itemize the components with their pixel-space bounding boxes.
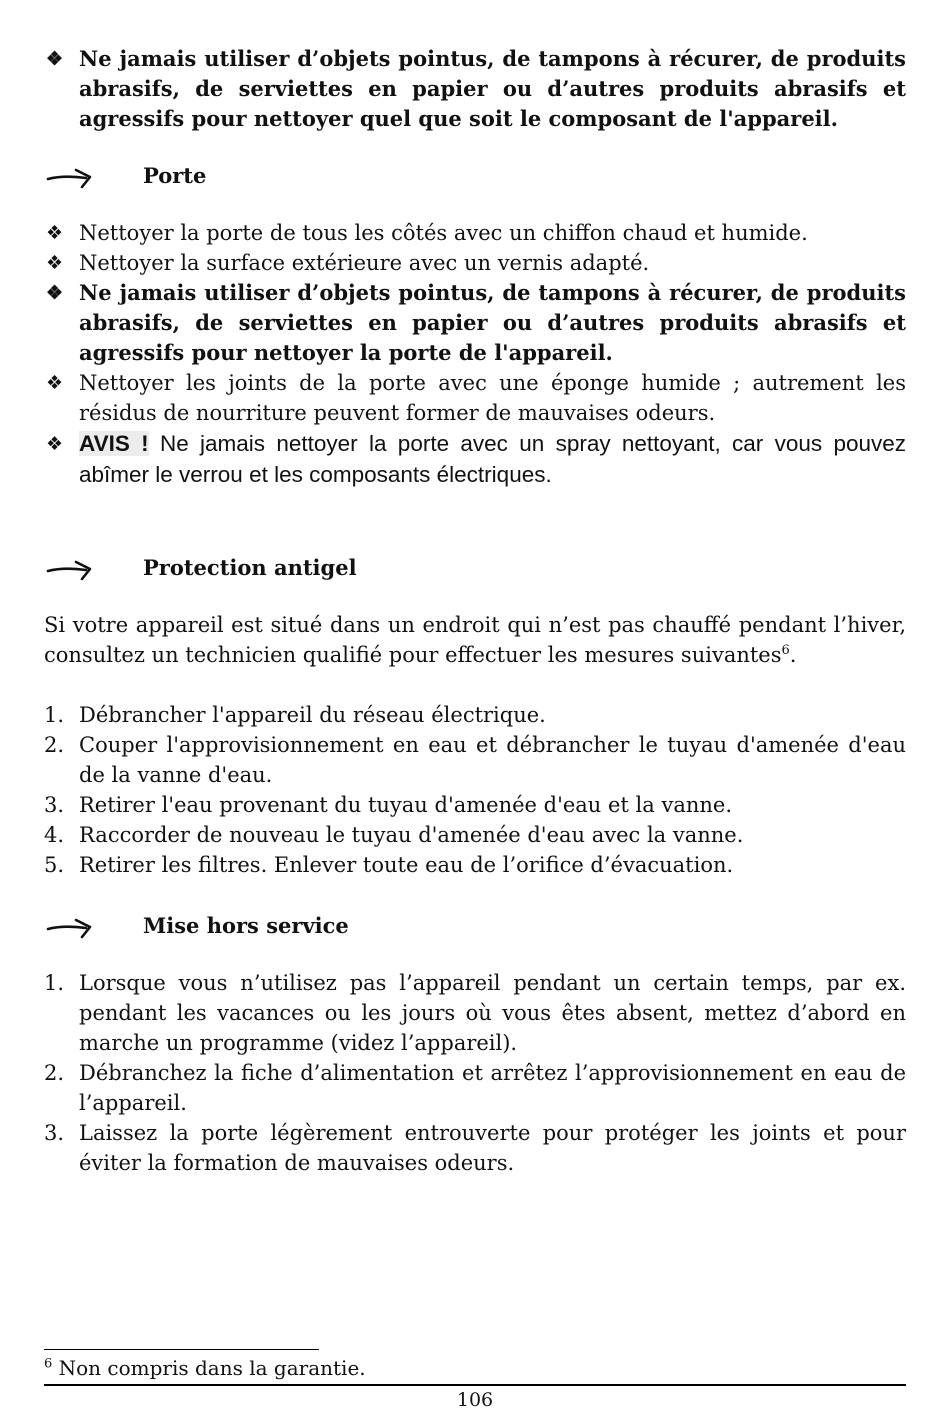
list-item: [44, 1058, 906, 1118]
list-item: [44, 368, 906, 428]
list-item: [44, 820, 906, 850]
porte-bullet-list: [44, 218, 906, 490]
section-heading-antigel: [44, 551, 906, 587]
avis-text: Ne jamais nettoyer la porte avec un spray nettoyant, car vous pouvez abîmer le verrou et les composants électriques.: [79, 431, 906, 487]
bullet-icon: ❖: [46, 372, 64, 394]
list-item: [44, 968, 906, 1058]
list-item: [44, 248, 906, 278]
step-text: Retirer les filtres. Enlever toute eau de l’orifice d’évacuation.: [79, 853, 734, 877]
footnote-number: 6: [44, 1356, 53, 1372]
top-warning-item: [44, 44, 906, 134]
list-item-text: Ne jamais utiliser d’objets pointus, de tampons à récurer, de produits abrasifs, de serviettes en papier ou d’autres produits abrasifs et agressifs pour nettoyer la porte de l'appareil.: [79, 280, 906, 365]
step-text: Débranchez la fiche d’alimentation et arrêtez l’approvisionnement en eau de l’appareil.: [79, 1061, 906, 1115]
step-number: 3.: [44, 793, 65, 817]
step-text: Laissez la porte légèrement entrouverte pour protéger les joints et pour éviter la formation de mauvaises odeurs.: [79, 1121, 906, 1175]
list-item: [44, 790, 906, 820]
step-number: 2.: [44, 1061, 65, 1085]
section-heading-porte: [44, 159, 906, 195]
list-item-text: Nettoyer la porte de tous les côtés avec un chiffon chaud et humide.: [79, 221, 808, 245]
step-number: 2.: [44, 733, 65, 757]
step-text: Retirer l'eau provenant du tuyau d'amenée d'eau et la vanne.: [79, 793, 732, 817]
page-content: [44, 44, 906, 1178]
list-item: [44, 278, 906, 368]
top-warning-text: Ne jamais utiliser d’objets pointus, de tampons à récurer, de produits abrasifs, de serviettes en papier ou d’autres produits abrasifs et agressifs pour nettoyer quel que soit le composant de l'appareil.: [79, 46, 906, 131]
footnote-ref: 6: [781, 643, 790, 658]
section-title: Porte: [143, 163, 207, 188]
avis-label: AVIS !: [79, 431, 149, 456]
footer-rule: [44, 1384, 906, 1386]
step-text: Débrancher l'appareil du réseau électrique.: [79, 703, 546, 727]
footnote-separator: [44, 1349, 319, 1350]
section-title: Protection antigel: [143, 555, 357, 580]
step-number: 1.: [44, 971, 65, 995]
list-item: [44, 700, 906, 730]
section-heading-hors-service: [44, 909, 906, 945]
antigel-steps: [44, 700, 906, 880]
list-item: [44, 1118, 906, 1178]
arrow-icon: [46, 915, 98, 939]
arrow-icon: [46, 165, 98, 189]
antigel-intro: [44, 610, 906, 670]
step-text: Lorsque vous n’utilisez pas l’appareil pendant un certain temps, par ex. pendant les vacances ou les jours où vous êtes absent, mettez d’abord en marche un programme (videz l’appareil).: [79, 971, 906, 1055]
list-item: [44, 218, 906, 248]
avis-notice: [44, 428, 906, 490]
footnote-text: Non compris dans la garantie.: [52, 1356, 366, 1380]
step-number: 1.: [44, 703, 65, 727]
arrow-icon: [46, 557, 98, 581]
step-number: 3.: [44, 1121, 65, 1145]
step-text: Raccorder de nouveau le tuyau d'amenée d'eau avec la vanne.: [79, 823, 744, 847]
footnote: [44, 1356, 366, 1380]
hors-service-steps: [44, 968, 906, 1178]
step-number: 4.: [44, 823, 65, 847]
list-item-text: Nettoyer les joints de la porte avec une éponge humide ; autrement les résidus de nourriture peuvent former de mauvaises odeurs.: [79, 371, 906, 425]
list-item-text: Nettoyer la surface extérieure avec un vernis adapté.: [79, 251, 650, 275]
step-number: 5.: [44, 853, 65, 877]
section-title: Mise hors service: [143, 913, 349, 938]
bullet-icon: ❖: [46, 222, 64, 244]
bullet-icon: ❖: [46, 48, 64, 70]
list-item: [44, 850, 906, 880]
step-text: Couper l'approvisionnement en eau et débrancher le tuyau d'amenée d'eau de la vanne d'eau.: [79, 733, 906, 787]
intro-end: .: [789, 643, 797, 667]
intro-text: Si votre appareil est situé dans un endroit qui n’est pas chauffé pendant l’hiver, consultez un technicien qualifié pour effectuer les mesures suivantes: [44, 613, 906, 667]
bullet-icon: ❖: [46, 282, 64, 304]
list-item: [44, 730, 906, 790]
bullet-icon: ❖: [46, 434, 64, 455]
page-number: 106: [456, 1389, 494, 1411]
bullet-icon: ❖: [46, 252, 64, 274]
